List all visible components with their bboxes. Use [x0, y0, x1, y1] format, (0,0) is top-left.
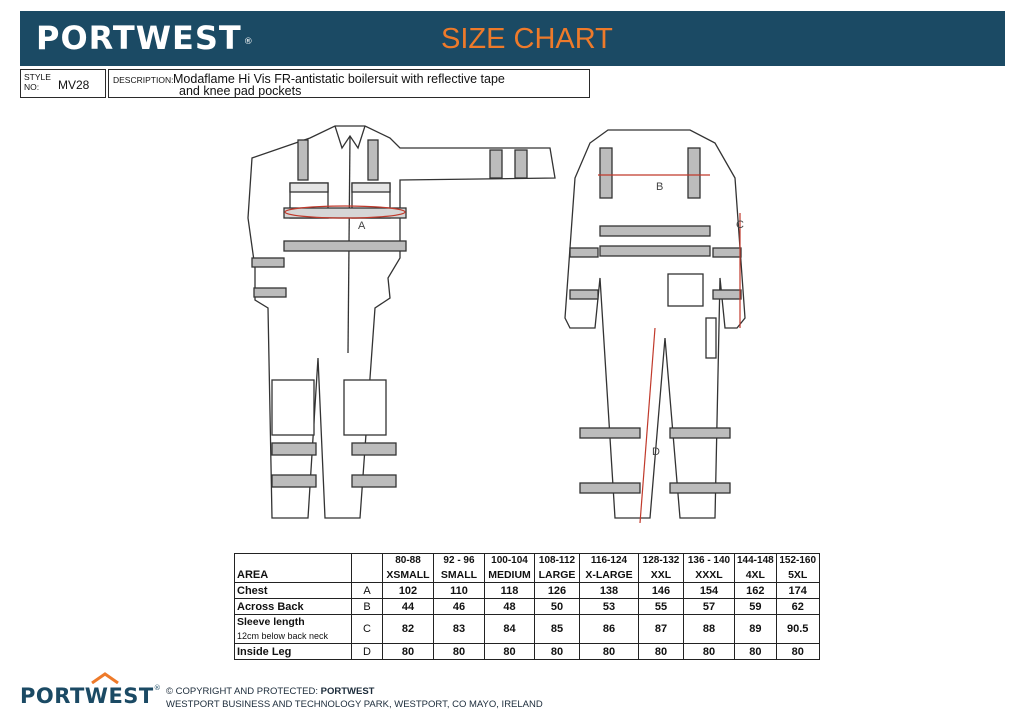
size-table [234, 553, 820, 660]
table-row: Chest A 102 110 118 126 138 146 154 162 174 [235, 583, 820, 599]
description-line-1: Modaflame Hi Vis FR-antistatic boilersuit with reflective tape [173, 72, 505, 86]
style-label: STYLE NO: [24, 72, 51, 92]
roof-logo-icon [90, 672, 120, 684]
description-box [108, 69, 590, 98]
size-col: 152-160 5XL [776, 554, 819, 583]
page-title: SIZE CHART [441, 23, 613, 55]
table-row: Inside Leg D 80 80 80 80 80 80 80 80 80 [235, 644, 820, 660]
portwest-logo: PORTWEST ® [36, 19, 254, 57]
size-col: 116-124 X-LARGE [580, 554, 639, 583]
footer-logo: PORTWEST® [20, 684, 161, 708]
size-col: 80-88 XSMALL [383, 554, 434, 583]
size-col: 100-104 MEDIUM [485, 554, 535, 583]
size-header-row [235, 554, 820, 583]
measure-label-d: D [652, 446, 660, 458]
description-line-2: and knee pad pockets [179, 84, 302, 98]
measure-label-c: C [736, 219, 744, 231]
header-banner [20, 11, 1005, 66]
size-col: 108-112 LARGE [535, 554, 580, 583]
footer-copyright: © COPYRIGHT AND PROTECTED: PORTWEST WESTPORT BUSINESS AND TECHNOLOGY PARK, WESTPORT, CO MAYO, IRELAND [166, 686, 543, 710]
area-header: AREA [235, 554, 352, 583]
style-value: MV28 [58, 78, 90, 92]
style-number-box [20, 69, 106, 98]
description-label: DESCRIPTION: [113, 75, 174, 85]
size-col: 128-132 XXL [639, 554, 684, 583]
boilersuit-drawing-icon [240, 118, 780, 530]
measure-label-b: B [656, 181, 664, 193]
table-row: Across Back B 44 46 48 50 53 55 57 59 62 [235, 599, 820, 615]
measure-label-a: A [358, 220, 366, 232]
size-col: 92 - 96 SMALL [434, 554, 485, 583]
table-row: Sleeve length 12cm below back neck C 82 83 84 85 86 87 88 89 90.5 [235, 615, 820, 644]
size-col: 144-148 4XL [735, 554, 777, 583]
size-col: 136 - 140 XXXL [684, 554, 735, 583]
